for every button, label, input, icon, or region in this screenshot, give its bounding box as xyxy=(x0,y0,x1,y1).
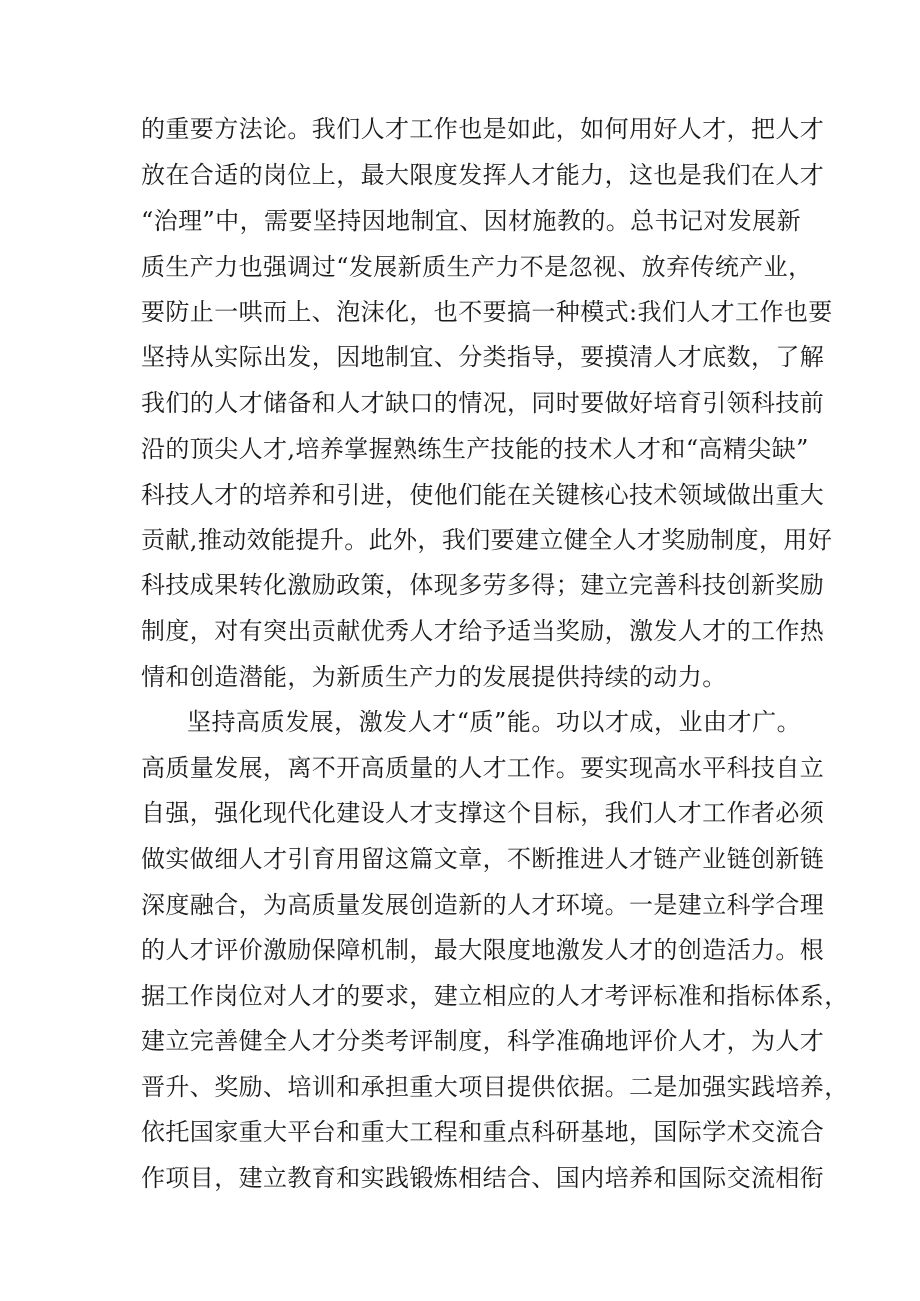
text-line: 作项目，建立教育和实践锻炼相结合、国内培养和国际交流相衔 xyxy=(141,1164,825,1192)
text-line: 坚持从实际出发，因地制宜、分类指导，要摸清人才底数，了解 xyxy=(141,343,825,371)
text-line: 高质量发展，离不开高质量的人才工作。要实现高水平科技自立 xyxy=(141,754,825,782)
text-line: 建立完善健全人才分类考评制度，科学准确地评价人才，为人才 xyxy=(141,1027,825,1055)
text-line: 沿的顶尖人才,培养掌握熟练生产技能的技术人才和“高精尖缺” xyxy=(141,435,809,463)
text-line: 深度融合，为高质量发展创造新的人才环境。一是建立科学合理 xyxy=(141,891,825,919)
text-line: 做实做细人才引育用留这篇文章，不断推进人才链产业链创新链 xyxy=(141,845,825,873)
paragraph-first-line: 坚持高质发展，激发人才“质”能。功以才成，业由才广。 xyxy=(187,708,801,736)
text-line: 贡献,推动效能提升。此外，我们要建立健全人才奖励制度，用好 xyxy=(141,526,833,554)
text-line: “治理”中，需要坚持因地制宜、因材施教的。总书记对发展新 xyxy=(141,207,801,235)
text-line: 质生产力也强调过“发展新质生产力不是忽视、放弃传统产业， xyxy=(141,253,813,281)
text-line: 科技人才的培养和引进，使他们能在关键核心技术领域做出重大 xyxy=(141,481,825,509)
text-line: 晋升、奖励、培训和承担重大项目提供依据。二是加强实践培养， xyxy=(141,1073,849,1101)
text-line: 的重要方法论。我们人才工作也是如此，如何用好人才，把人才 xyxy=(141,115,825,143)
text-line: 制度，对有突出贡献优秀人才给予适当奖励，激发人才的工作热 xyxy=(141,617,825,645)
text-line: 据工作岗位对人才的要求，建立相应的人才考评标准和指标体系， xyxy=(141,982,849,1010)
text-line: 的人才评价激励保障机制，最大限度地激发人才的创造活力。根 xyxy=(141,936,825,964)
text-line: 放在合适的岗位上，最大限度发挥人才能力，这也是我们在人才 xyxy=(141,161,825,189)
text-line: 我们的人才储备和人才缺口的情况，同时要做好培育引领科技前 xyxy=(141,389,825,417)
text-line: 情和创造潜能，为新质生产力的发展提供持续的动力。 xyxy=(141,663,727,691)
text-line: 自强，强化现代化建设人才支撑这个目标，我们人才工作者必须 xyxy=(141,799,825,827)
text-line: 要防止一哄而上、泡沫化，也不要搞一种模式:我们人才工作也要 xyxy=(141,298,833,326)
text-line: 依托国家重大平台和重大工程和重点科研基地，国际学术交流合 xyxy=(141,1118,825,1146)
text-line: 科技成果转化激励政策，体现多劳多得；建立完善科技创新奖励 xyxy=(141,571,825,599)
